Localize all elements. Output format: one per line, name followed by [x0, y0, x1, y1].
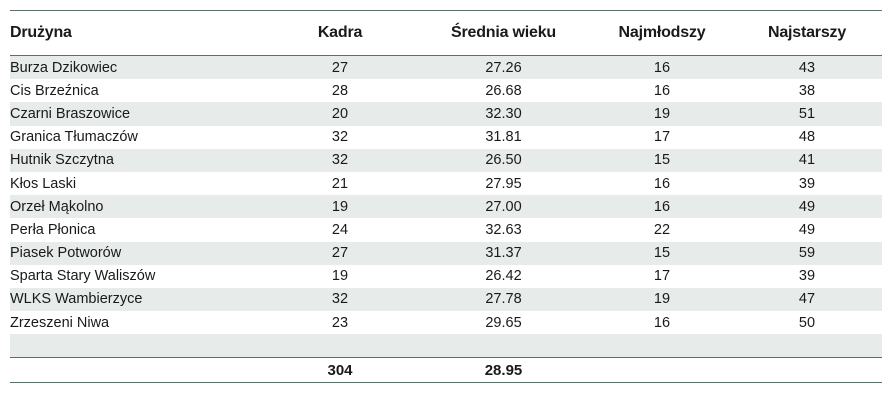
table-row	[10, 242, 882, 265]
cell-najmlodszy: 16	[592, 195, 732, 218]
cell-kadra: 21	[331, 175, 349, 192]
cell-najmlodszy: 17	[653, 129, 671, 146]
cell-kadra: 20	[265, 102, 415, 125]
table-row	[10, 102, 882, 125]
cell-kadra: 19	[331, 268, 349, 285]
header-druzyna: Drużyna	[10, 24, 72, 41]
cell-kadra: 27	[265, 56, 415, 79]
cell-team-name: Kłos Laski	[10, 175, 77, 192]
cell-team-name: Piasek Potworów	[10, 242, 265, 265]
table-row	[10, 172, 882, 195]
cell-srednia-wieku: 27.00	[415, 195, 592, 218]
cell-najstarszy: 41	[732, 149, 882, 172]
header-kadra: Kadra	[317, 24, 363, 41]
cell-team-name: Czarni Braszowice	[10, 102, 265, 125]
cell-najstarszy: 49	[798, 221, 816, 238]
table-row	[10, 218, 882, 241]
cell-team-name: Cis Brzeźnica	[10, 82, 99, 99]
cell-najstarszy: 39	[798, 175, 816, 192]
total-srednia-wieku: 28.95	[415, 358, 592, 382]
cell-najmlodszy: 22	[653, 221, 671, 238]
cell-srednia-wieku: 26.68	[485, 82, 522, 99]
header-najmlodszy: Najmłodszy	[618, 24, 706, 41]
cell-srednia-wieku: 27.26	[415, 56, 592, 79]
cell-kadra: 32	[331, 129, 349, 146]
table-row	[10, 79, 882, 102]
cell-najmlodszy: 16	[653, 82, 671, 99]
cell-najstarszy: 39	[798, 268, 816, 285]
cell-najmlodszy: 15	[592, 149, 732, 172]
cell-team-name: Perła Płonica	[10, 221, 96, 238]
cell-najstarszy: 47	[732, 288, 882, 311]
cell-najstarszy: 48	[798, 129, 816, 146]
cell-srednia-wieku: 27.95	[485, 175, 522, 192]
cell-kadra: 19	[265, 195, 415, 218]
table-row	[10, 56, 882, 79]
cell-team-name: Granica Tłumaczów	[10, 129, 138, 146]
table-row	[10, 265, 882, 288]
table-row	[10, 195, 882, 218]
empty-row	[10, 334, 882, 357]
cell-kadra: 32	[265, 288, 415, 311]
cell-najmlodszy: 16	[653, 175, 671, 192]
squad-stats-table	[10, 11, 882, 383]
cell-najstarszy: 51	[732, 102, 882, 125]
table-row	[10, 126, 882, 149]
cell-najmlodszy: 19	[592, 288, 732, 311]
cell-najmlodszy: 17	[653, 268, 671, 285]
cell-team-name: Burza Dzikowiec	[10, 56, 265, 79]
cell-najstarszy: 59	[732, 242, 882, 265]
cell-najmlodszy: 16	[653, 314, 671, 331]
table-row	[10, 288, 882, 311]
cell-najstarszy: 43	[732, 56, 882, 79]
total-najmlodszy	[592, 358, 732, 382]
total-label-cell	[10, 358, 265, 382]
cell-srednia-wieku: 32.30	[415, 102, 592, 125]
cell-kadra: 32	[265, 149, 415, 172]
header-srednia-wieku: Średnia wieku	[451, 24, 556, 41]
cell-najmlodszy: 15	[592, 242, 732, 265]
cell-srednia-wieku: 29.65	[485, 314, 522, 331]
cell-kadra: 24	[331, 221, 349, 238]
header-row	[10, 11, 882, 55]
cell-srednia-wieku: 31.81	[485, 129, 522, 146]
header-najstarszy: Najstarszy	[767, 24, 847, 41]
cell-team-name: Zrzeszeni Niwa	[10, 314, 110, 331]
squad-stats-table-container	[10, 10, 882, 383]
table-row	[10, 311, 882, 334]
cell-team-name: WLKS Wambierzyce	[10, 288, 265, 311]
cell-kadra: 27	[265, 242, 415, 265]
cell-team-name: Orzeł Mąkolno	[10, 195, 265, 218]
cell-najstarszy: 38	[798, 82, 816, 99]
total-row	[10, 358, 882, 382]
cell-najstarszy: 50	[798, 314, 816, 331]
cell-team-name: Hutnik Szczytna	[10, 149, 265, 172]
cell-srednia-wieku: 26.50	[415, 149, 592, 172]
cell-kadra: 23	[331, 314, 349, 331]
cell-najmlodszy: 19	[592, 102, 732, 125]
cell-srednia-wieku: 27.78	[415, 288, 592, 311]
total-najstarszy	[732, 358, 882, 382]
table-row	[10, 149, 882, 172]
cell-srednia-wieku: 26.42	[485, 268, 522, 285]
cell-srednia-wieku: 32.63	[485, 221, 522, 238]
total-kadra: 304	[265, 358, 415, 382]
cell-kadra: 28	[331, 82, 349, 99]
cell-team-name: Sparta Stary Waliszów	[10, 268, 156, 285]
cell-najmlodszy: 16	[592, 56, 732, 79]
cell-najstarszy: 49	[732, 195, 882, 218]
cell-srednia-wieku: 31.37	[415, 242, 592, 265]
